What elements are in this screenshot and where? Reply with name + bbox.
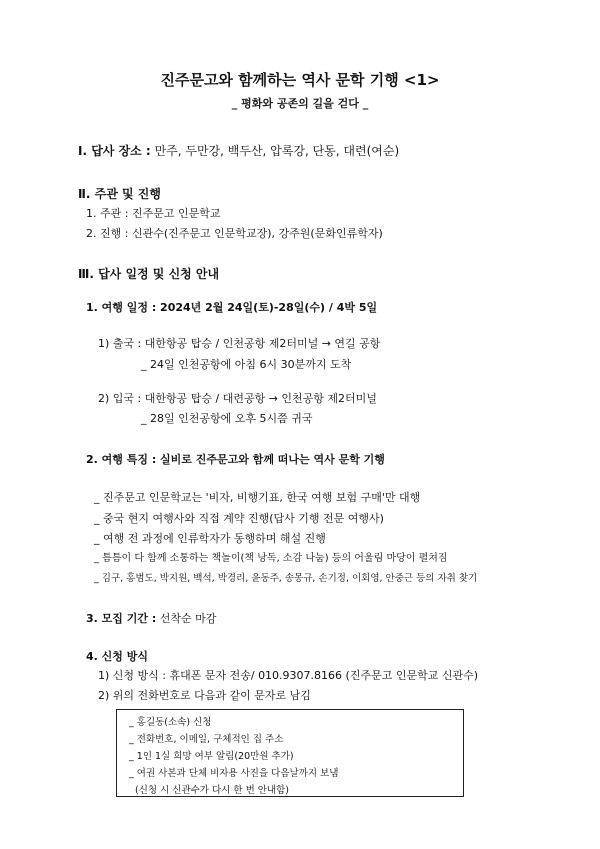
section-2-heading: Ⅱ. 주관 및 진행 <box>78 187 161 201</box>
box-line: _ 여권 사본과 단체 비자용 사진을 다음날까지 보냄 <box>129 768 339 779</box>
trip-schedule-label: 1. 여행 일정 : 2024년 2월 24일(토)-28일(수) / 4박 5일 <box>86 301 378 314</box>
apply-item: 1) 신청 방식 : 휴대폰 문자 전송/ 010.9307.8166 (진주문고 인문학교 신관수) <box>98 669 478 682</box>
trip-depart: 1) 출국 : 대한항공 탑승 / 인천공항 제2터미널 → 연길 공항 <box>98 337 381 350</box>
trip-depart-note: _ 24일 인천공항에 아침 6시 30분까지 도착 <box>141 358 352 371</box>
trip-return: 2) 입국 : 대한항공 탑승 / 대련공항 → 인천공항 제2터미널 <box>98 392 377 405</box>
section-3-heading: Ⅲ. 답사 일정 및 신청 안내 <box>78 267 220 281</box>
recruit-period-text: 선착순 마감 <box>159 612 217 625</box>
apply-method-label: 4. 신청 방식 <box>86 650 148 663</box>
section-1-text: 만주, 두만강, 백두산, 압록강, 단동, 대련(여순) <box>154 144 400 158</box>
recruit-period <box>86 613 216 624</box>
trip-features-label: 2. 여행 특징 : 실비로 진주문고와 함께 떠나는 역사 문학 기행 <box>86 453 385 466</box>
feature-item: _ 중국 현지 여행사와 직접 계약 진행(답사 기행 전문 여행사) <box>94 512 384 525</box>
section-2-item: 2. 진행 : 신관수(진주문고 인문학교장), 강주원(문화인류학자) <box>86 227 383 240</box>
recruit-period-label: 3. 모집 기간 : <box>86 612 157 625</box>
feature-item: _ 김구, 홍범도, 박지원, 백석, 박경리, 윤동주, 송몽규, 손기정, 이회영, 안중근 등의 자취 찾기 <box>94 573 478 584</box>
box-line: _ 1인 1실 희망 여부 알림(20만원 추가) <box>129 751 294 762</box>
feature-item: _ 진주문고 인문학교는 '비자, 비행기표, 한국 여행 보험 구매'만 대행 <box>94 491 421 504</box>
page-title: 진주문고와 함께하는 역사 문학 기행 <1> <box>160 71 440 89</box>
section-1-heading: Ⅰ. 답사 장소 : <box>78 144 151 158</box>
section-2-item: 1. 주관 : 진주문고 인문학교 <box>86 207 221 220</box>
feature-item: _ 여행 전 과정에 인류학자가 동행하며 해설 진행 <box>94 532 326 545</box>
box-line: _ 전화번호, 이메일, 구체적인 집 주소 <box>129 734 284 745</box>
box-line: (신청 시 신관수가 다시 한 번 안내함) <box>135 785 290 796</box>
feature-item: _ 틈틈이 다 함께 소통하는 책놀이(책 낭독, 소감 나눔) 등의 어울림 마당이 펼쳐짐 <box>94 553 448 564</box>
application-info-box <box>116 709 464 797</box>
page-subtitle: _ 평화와 공존의 길을 걷다 _ <box>231 97 369 110</box>
trip-return-note: _ 28일 인천공항에 오후 5시쯤 귀국 <box>141 412 313 425</box>
apply-item: 2) 위의 전화번호로 다음과 같이 문자로 남김 <box>98 689 311 702</box>
section-1 <box>78 145 399 157</box>
box-line: _ 홍길동(소속) 신청 <box>129 717 212 728</box>
